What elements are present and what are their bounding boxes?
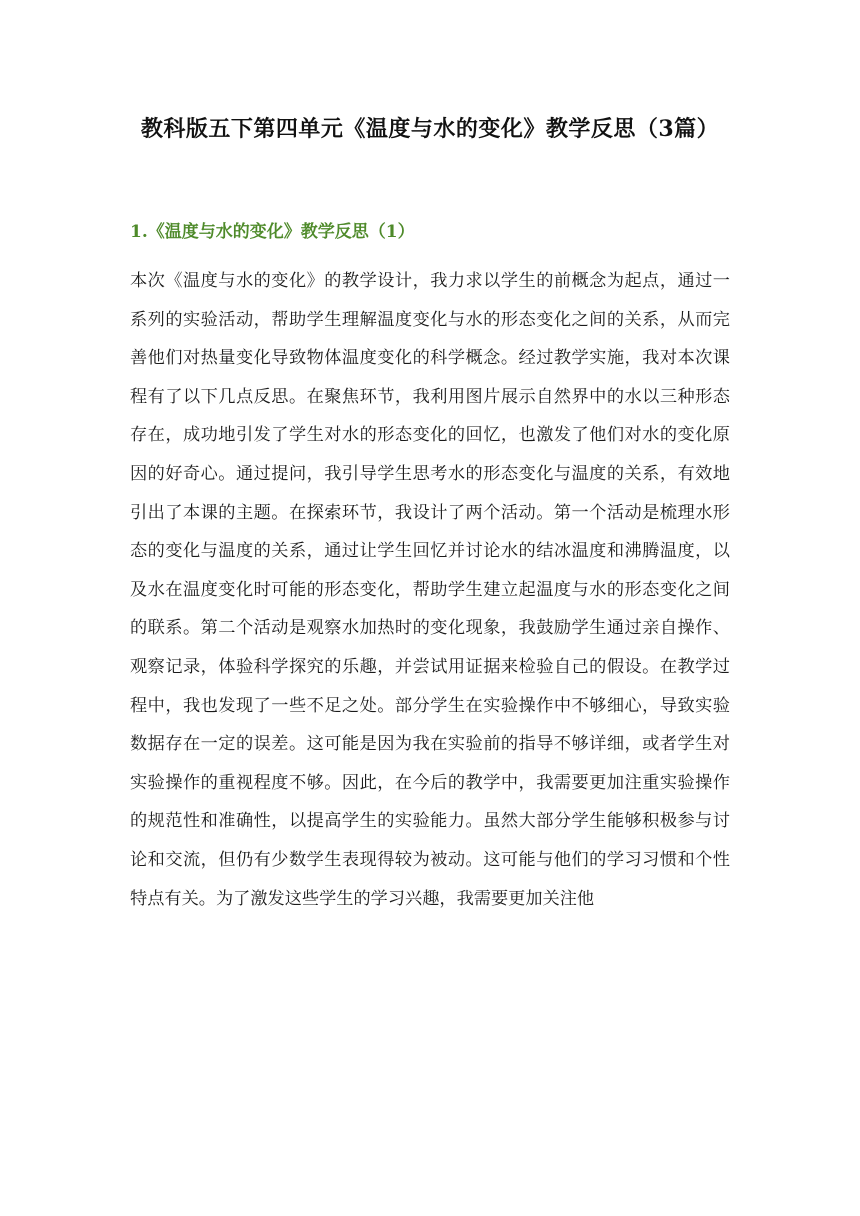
section-heading: 1.《温度与水的变化》教学反思（1） [130,222,415,242]
section-body-paragraph: 本次《温度与水的变化》的教学设计，我力求以学生的前概念为起点，通过一系列的实验活动，帮助学生理解温度变化与水的形态变化之间的关系，从而完善他们对热量变化导致物体温度变化的科学概念。经过教学实施，我对本次课程有了以下几点反思。在聚焦环节，我利用图片展示自然界中的水以三种形态存在，成功地引发了学生对水的形态变化的回忆，也激发了他们对水的变化原因的好奇心。通过提问，我引导学生思考水的形态变化与温度的关系，有效地引出了本课的主题。在探索环节，我设计了两个活动。第一个活动是梳理水形态的变化与温度的关系，通过让学生回忆并讨论水的结冰温度和沸腾温度，以及水在温度变化时可能的形态变化，帮助学生建立起温度与水的形态变化之间的联系。第二个活动是观察水加热时的变化现象，我鼓励学生通过亲自操作、观察记录，体验科学探究的乐趣，并尝试用证据来检验自己的假设。在教学过程中，我也发现了一些不足之处。部分学生在实验操作中不够细心，导致实验数据存在一定的误差。这可能是因为我在实验前的指导不够详细，或者学生对实验操作的重视程度不够。因此，在今后的教学中，我需要更加注重实验操作的规范性和准确性，以提高学生的实验能力。虽然大部分学生能够积极参与讨论和交流，但仍有少数学生表现得较为被动。这可能与他们的学习习惯和个性特点有关。为了激发这些学生的学习兴趣，我需要更加关注他 [130,271,730,909]
document-title: 教科版五下第四单元《温度与水的变化》教学反思（3篇） [140,116,720,142]
